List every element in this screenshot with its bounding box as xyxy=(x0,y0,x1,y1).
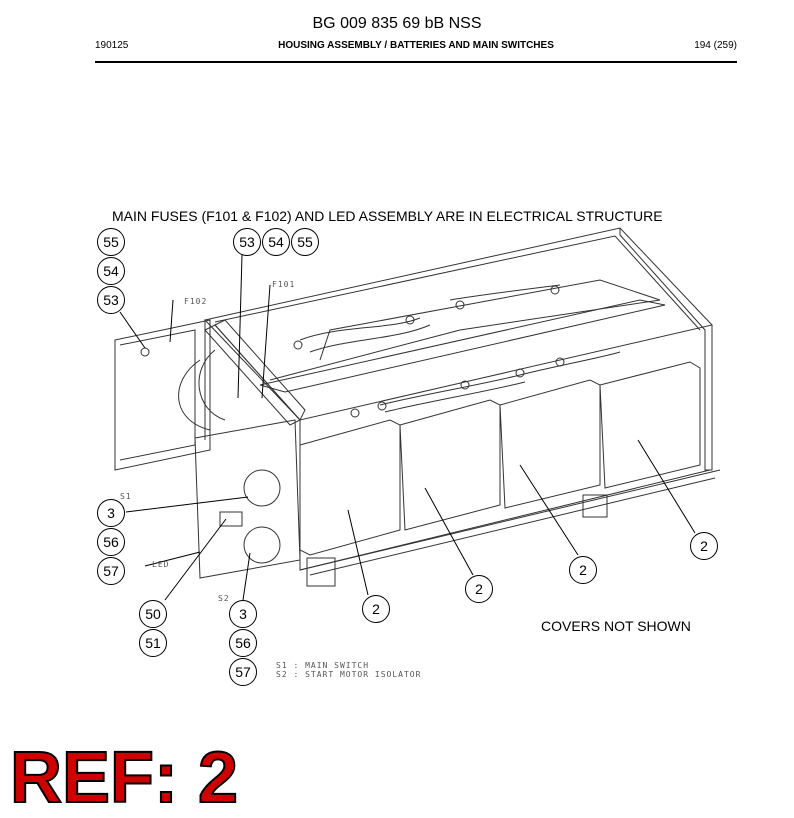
callout-51: 51 xyxy=(139,629,167,657)
callout-3: 3 xyxy=(229,600,257,628)
page-number: 194 (259) xyxy=(694,40,737,51)
legend-s1: S1 : MAIN SWITCH xyxy=(276,661,370,670)
callout-57: 57 xyxy=(97,557,125,585)
callout-2: 2 xyxy=(465,575,493,603)
callout-50: 50 xyxy=(139,600,167,628)
callout-3: 3 xyxy=(97,499,125,527)
housing-back-wall xyxy=(620,228,712,470)
label-s2: S2 xyxy=(218,594,230,603)
battery-4 xyxy=(600,362,700,488)
ref-stamp: REF: 2 xyxy=(10,738,239,818)
covers-note: COVERS NOT SHOWN xyxy=(541,618,691,634)
callout-54: 54 xyxy=(97,257,125,285)
callout-54: 54 xyxy=(262,228,290,256)
callout-57: 57 xyxy=(229,658,257,686)
doc-date: 190125 xyxy=(95,40,129,51)
legend-s2: S2 : START MOTOR ISOLATOR xyxy=(276,670,422,679)
callout-56: 56 xyxy=(229,629,257,657)
page-title: BG 009 835 69 bB NSS xyxy=(312,15,482,32)
callout-53: 53 xyxy=(97,286,125,314)
section-title: HOUSING ASSEMBLY / BATTERIES AND MAIN SWITCHES xyxy=(278,40,554,51)
callout-2: 2 xyxy=(690,532,718,560)
label-f101: F101 xyxy=(272,280,296,289)
battery-2 xyxy=(400,400,500,530)
callout-53: 53 xyxy=(233,228,261,256)
label-led: LED xyxy=(152,560,170,569)
housing-front-edge xyxy=(300,420,710,570)
main-fuses-note: MAIN FUSES (F101 & F102) AND LED ASSEMBLY ARE IN ELECTRICAL STRUCTURE xyxy=(112,208,663,224)
callout-56: 56 xyxy=(97,528,125,556)
label-s1: S1 xyxy=(120,492,132,501)
callout-2: 2 xyxy=(569,556,597,584)
callout-2: 2 xyxy=(362,595,390,623)
label-f102: F102 xyxy=(184,297,208,306)
callout-55: 55 xyxy=(291,228,319,256)
battery-1 xyxy=(300,420,400,555)
callout-55: 55 xyxy=(97,228,125,256)
battery-3 xyxy=(500,380,600,508)
